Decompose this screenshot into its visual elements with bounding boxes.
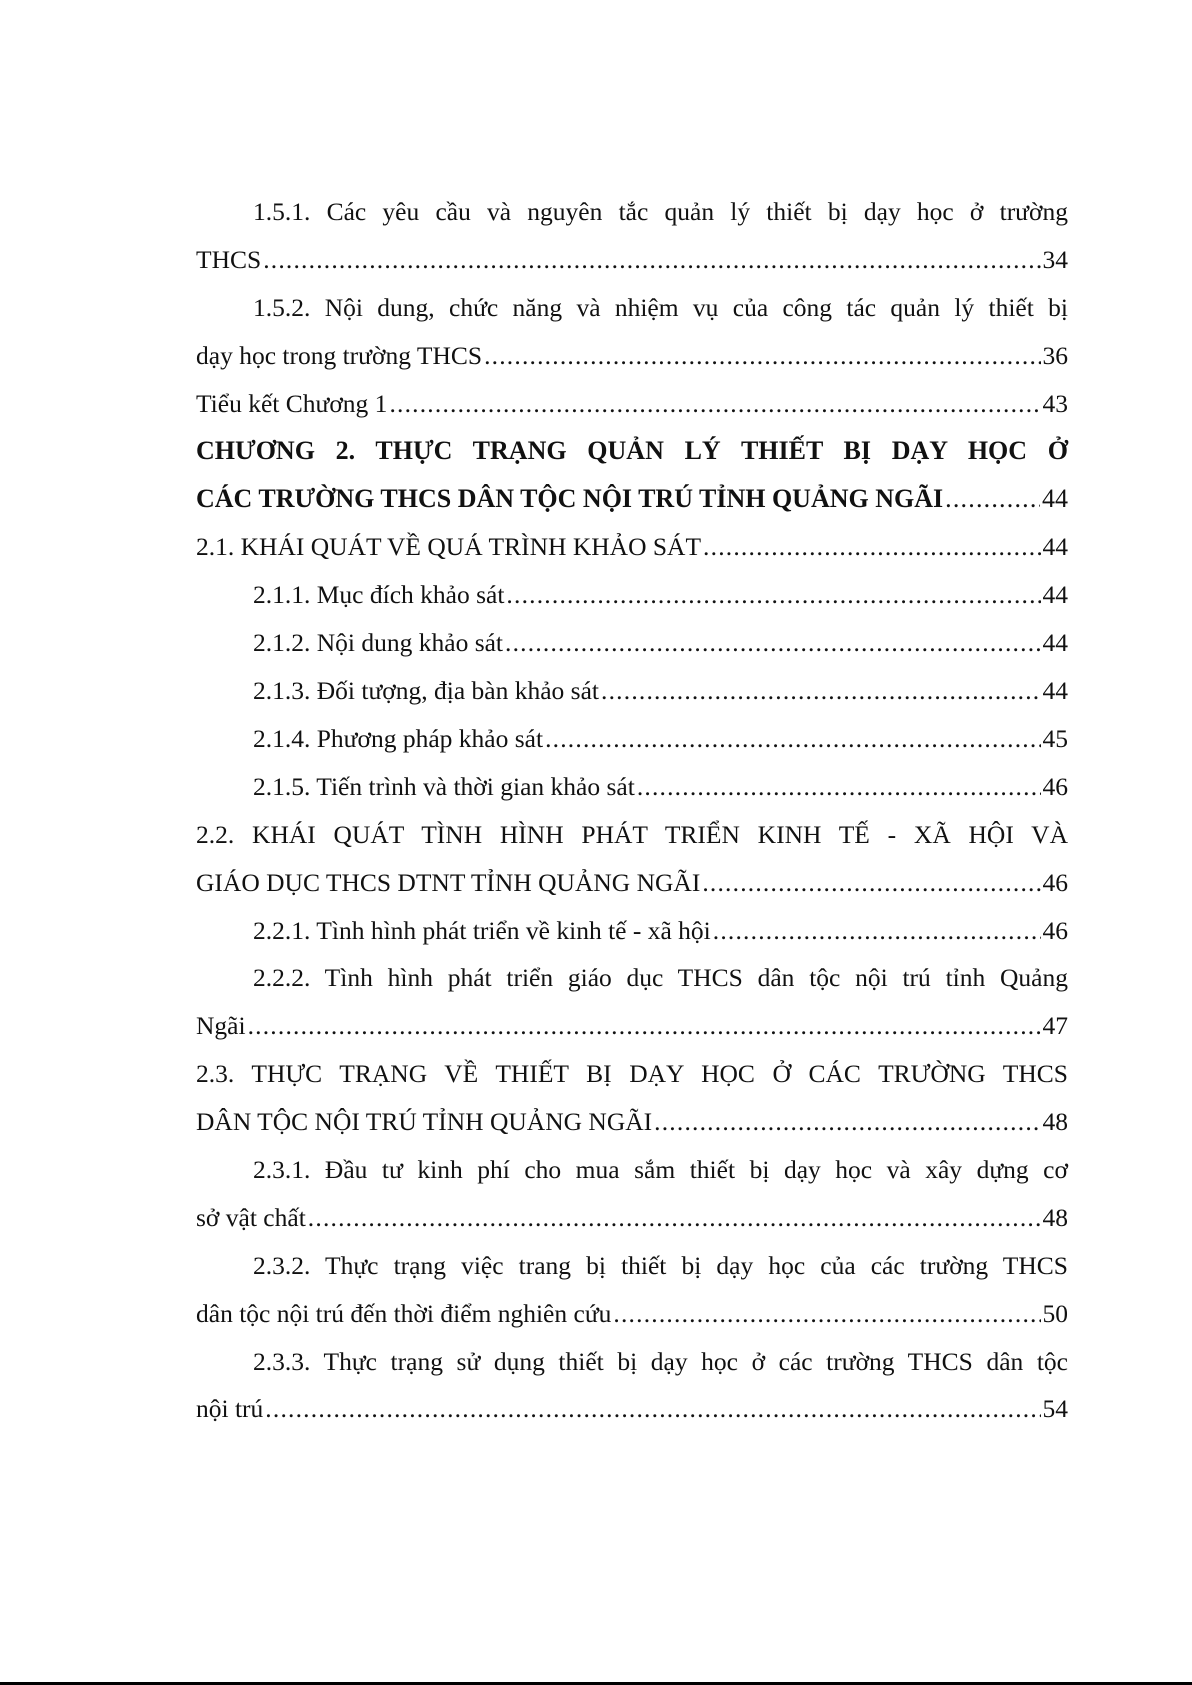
toc-line [196,188,1068,236]
toc-line [196,1242,1068,1290]
toc-entry-text: 2.2. KHÁI QUÁT TÌNH HÌNH PHÁT TRIỂN KINH TẾ - XÃ HỘI VÀ [196,819,1068,849]
toc-entry-text: 2.2.2. Tình hình phát triển giáo dục THCS dân tộc nội trú tỉnh Quảng [253,963,1068,993]
toc-page-number: 44 [1042,676,1068,706]
toc-entry-text: nội trú [196,1394,264,1424]
toc-line [196,954,1068,1002]
toc-page-number: 46 [1042,771,1068,801]
dot-leader [265,1396,1040,1422]
toc-line [196,715,1068,763]
toc-entry-text: Tiểu kết Chương 1 [196,388,388,418]
toc-line [196,236,1068,284]
toc-line [196,571,1068,619]
dot-leader [702,870,1040,896]
toc-page-number: 44 [1042,580,1068,610]
toc-line [196,475,1068,523]
toc-entry-text: 2.1.2. Nội dung khảo sát [253,628,504,658]
toc-line [196,763,1068,811]
toc-page-number: 44 [1042,532,1068,562]
toc-page-number: 48 [1042,1202,1068,1232]
toc-entry-text: 2.2.1. Tình hình phát triển về kinh tế - xã hội [253,915,711,945]
dot-leader [613,1301,1040,1327]
dot-leader [505,630,1040,656]
toc-page-number: 54 [1042,1394,1068,1424]
dot-leader [713,918,1041,944]
toc-page-number: 36 [1042,340,1068,370]
toc-entry-text: 2.1.3. Đối tượng, địa bàn khảo sát [253,676,600,706]
chapter-heading: CÁC TRƯỜNG THCS DÂN TỘC NỘI TRÚ TỈNH QUẢNG NGÃI [196,484,944,514]
toc-line [196,1098,1068,1146]
dot-leader [637,774,1041,800]
dot-leader [484,343,1040,369]
toc-entry-text: GIÁO DỤC THCS DTNT TỈNH QUẢNG NGÃI [196,867,701,897]
toc-entry-text: 1.5.2. Nội dung, chức năng và nhiệm vụ của công tác quản lý thiết bị [253,292,1068,322]
toc-page-number: 48 [1042,1107,1068,1137]
toc-line [196,1289,1068,1337]
toc-page-number: 46 [1042,915,1068,945]
toc-page-number: 50 [1042,1298,1068,1328]
dot-leader [248,1013,1041,1039]
toc-page-number: 44 [1042,628,1068,658]
dot-leader [654,1109,1040,1135]
toc-entry-text: THCS [196,245,262,275]
toc-line [196,811,1068,859]
toc-line [196,380,1068,428]
toc-line [196,284,1068,332]
dot-leader [308,1205,1041,1231]
dot-leader [263,247,1040,273]
dot-leader [389,391,1040,417]
toc-entry-text: 2.1. KHÁI QUÁT VỀ QUÁ TRÌNH KHẢO SÁT [196,532,702,562]
toc-line [196,523,1068,571]
dot-leader [703,534,1040,560]
toc-line [196,427,1068,475]
toc-line [196,1146,1068,1194]
toc-line [196,1194,1068,1242]
toc-page-number: 45 [1042,723,1068,753]
toc-page-number: 46 [1042,867,1068,897]
toc-line [196,1337,1068,1385]
toc-entry-text: dạy học trong trường THCS [196,340,483,370]
toc-page-number: 34 [1042,245,1068,275]
table-of-contents [196,188,1068,1433]
toc-entry-text: 2.3.3. Thực trạng sử dụng thiết bị dạy học ở các trường THCS dân tộc [253,1346,1068,1376]
toc-entry-text: 2.1.4. Phương pháp khảo sát [253,723,544,753]
dot-leader [545,726,1040,752]
toc-page-number: 44 [1042,484,1068,514]
toc-entry-text: 2.3.1. Đầu tư kinh phí cho mua sắm thiết bị dạy học và xây dựng cơ [253,1155,1068,1184]
toc-entry-text: DÂN TỘC NỘI TRÚ TỈNH QUẢNG NGÃI [196,1107,653,1137]
toc-entry-text: dân tộc nội trú đến thời điểm nghiên cứu [196,1298,612,1328]
toc-entry-text: 2.3. THỰC TRẠNG VỀ THIẾT BỊ DẠY HỌC Ở CÁC TRƯỜNG THCS [196,1059,1068,1089]
dot-leader [506,582,1040,608]
toc-line [196,906,1068,954]
toc-line [196,332,1068,380]
toc-entry-text: Ngãi [196,1011,246,1041]
toc-line [196,1002,1068,1050]
toc-entry-text: sở vật chất [196,1202,306,1232]
toc-line [196,667,1068,715]
dot-leader [945,486,1040,512]
toc-line [196,858,1068,906]
toc-entry-text: 2.1.1. Mục đích khảo sát [253,580,505,610]
toc-line [196,1385,1068,1433]
toc-entry-text: 1.5.1. Các yêu cầu và nguyên tắc quản lý thiết bị dạy học ở trường [253,197,1068,227]
toc-line [196,619,1068,667]
dot-leader [601,678,1040,704]
chapter-heading: CHƯƠNG 2. THỰC TRẠNG QUẢN LÝ THIẾT BỊ DẠY HỌC Ở [196,436,1068,466]
toc-entry-text: 2.1.5. Tiến trình và thời gian khảo sát [253,771,635,801]
toc-page-number: 43 [1042,388,1068,418]
toc-page-number: 47 [1042,1011,1068,1041]
toc-line [196,1050,1068,1098]
toc-entry-text: 2.3.2. Thực trạng việc trang bị thiết bị dạy học của các trường THCS [253,1250,1068,1280]
